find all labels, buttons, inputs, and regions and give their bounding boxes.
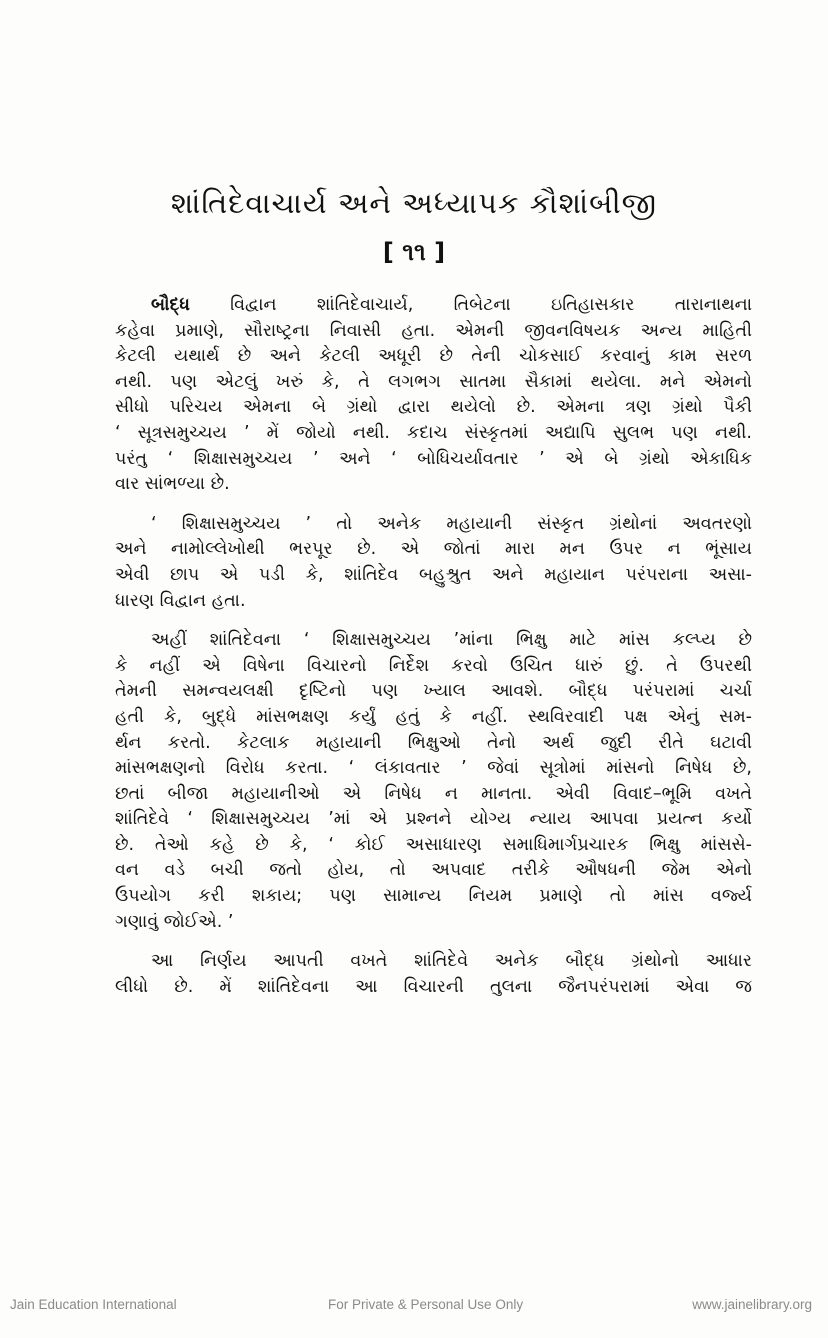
text-line: ગણાવું જોઈએ. ’ [115,911,234,932]
text-line: અને નામોલ્લેખોથી ભરપૂર છે. એ જોતાં મારા મન ઉપર ન ભૂંસાય [115,539,752,560]
text-line: ‘ શિક્ષાસમુચ્ચય ’ તો અનેક મહાયાની સંસ્કૃત ગ્રંથોનાં અવતરણો [151,513,752,534]
text-line: આ નિર્ણય આપતી વખતે શાંતિદેવે અનેક બૌદ્ધ ગ્રંથોનો આધાર [151,951,752,972]
text-line: કહેવા પ્રમાણે, સૌરાષ્ટ્રના નિવાસી હતા. એમની જીવનવિષયક અન્ય માહિતી [115,320,752,341]
text-line: ઉપયોગ કરી શકાય; પણ સામાન્ય નિયમ પ્રમાણે તો માંસ વર્જ્ય [115,886,752,907]
text-line: ધારણ વિદ્વાન હતા. [115,590,246,611]
lead-word: બૌદ્ધ [151,295,190,315]
text-line: કે નહીં એ વિષેના વિચારનો નિર્દેશ કરવો ઉચિત ધારું છું. તે ઉપરથી [115,655,752,676]
footer-usage-notice: For Private & Personal Use Only [328,1297,524,1312]
text-line: બૌદ્ધ વિદ્વાન શાંતિદેવાચાર્ય, તિબેટના ઇતિહાસકાર તારાનાથના [151,295,752,315]
text-line: હતી કે, બુદ્ધે માંસભક્ષણ કર્યું હતું કે નહીં. સ્થવિરવાદી પક્ષ એનું સમ- [115,706,752,727]
text-line: ‘ સૂત્રસમુચ્ચય ’ મેં જોયો નથી. કદાચ સંસ્કૃતમાં અદ્યાપિ સુલભ પણ નથી. [115,422,752,443]
text-line: વન વડે બચી જતો હોય, તો અપવાદ તરીકે ઔષધની જેમ એનો [115,860,752,881]
page-title: શાંતિદેવાચાર્ય અને અધ્યાપક કૌશાંબીજી [170,186,658,220]
text-line: શાંતિદેવે ‘ શિક્ષાસમુચ્ચય ’માં એ પ્રશ્નને યોગ્ય ન્યાય આપવા પ્રયત્ન કર્યો [115,809,752,830]
text-line: છે. તેઓ કહે છે કે, ‘ કોઈ અસાધારણ સમાધિમાર્ગપ્રચારક ભિક્ષુ માંસસે- [115,834,752,855]
text-line: એવી છાપ એ પડી કે, શાંતિદેવ બહુશ્રુત અને મહાયાન પરંપરાના અસા- [115,564,752,585]
text-line: લીધો છે. મેં શાંતિદેવના આ વિચારની તુલના જૈનપરંપરામાં એવા જ [115,976,752,997]
body-text [115,293,752,1000]
text-line: કેટલી યથાર્થ છે અને કેટલી અધૂરી છે તેની ચોકસાઈ કરવાનું કામ સરળ [115,346,752,367]
text-line: વાર સાંભળ્યા છે. [115,474,230,495]
page-footer [0,1297,828,1319]
chapter-number: [ ૧૧ ] [382,238,446,266]
text-line: પરંતુ ‘ શિક્ષાસમુચ્ચય ’ અને ‘ બોધિચર્યાવતાર ’ એ બે ગ્રંથો એકાધિક [115,448,752,469]
text-line: સીધો પરિચય એમના બે ગ્રંથો દ્વારા થયેલો છે. એમના ત્રણ ગ્રંથો પૈકી [115,397,752,418]
text-line: નથી. પણ એટલું ખરું કે, તે લગભગ સાતમા સૈકામાં થયેલા. મને એમનો [115,371,752,392]
footer-publisher: Jain Education International [10,1297,177,1312]
text-line: તેમની સમન્વયલક્ષી દૃષ્ટિનો પણ ખ્યાલ આવશે. બૌદ્ધ પરંપરામાં ચર્ચા [115,681,752,702]
text-line: માંસભક્ષણનો વિરોધ કરતા. ‘ લંકાવતાર ’ જેવાં સૂત્રોમાં માંસનો નિષેધ છે, [115,758,752,779]
footer-website-link[interactable]: www.jainelibrary.org [692,1297,812,1312]
text-line: ર્થન કરતો. કેટલાક મહાયાની ભિક્ષુઓ તેનો અર્થ જુદી રીતે ઘટાવી [115,732,752,753]
text-line: અહીં શાંતિદેવના ‘ શિક્ષાસમુચ્ચય ’માંના ભિક્ષુ માટે માંસ કલ્પ્ય છે [151,630,752,651]
text-line: છતાં બીજા મહાયાનીઓ એ નિષેધ ન માનતા. એવી વિવાદ–ભૂમિ વખતે [115,783,752,804]
